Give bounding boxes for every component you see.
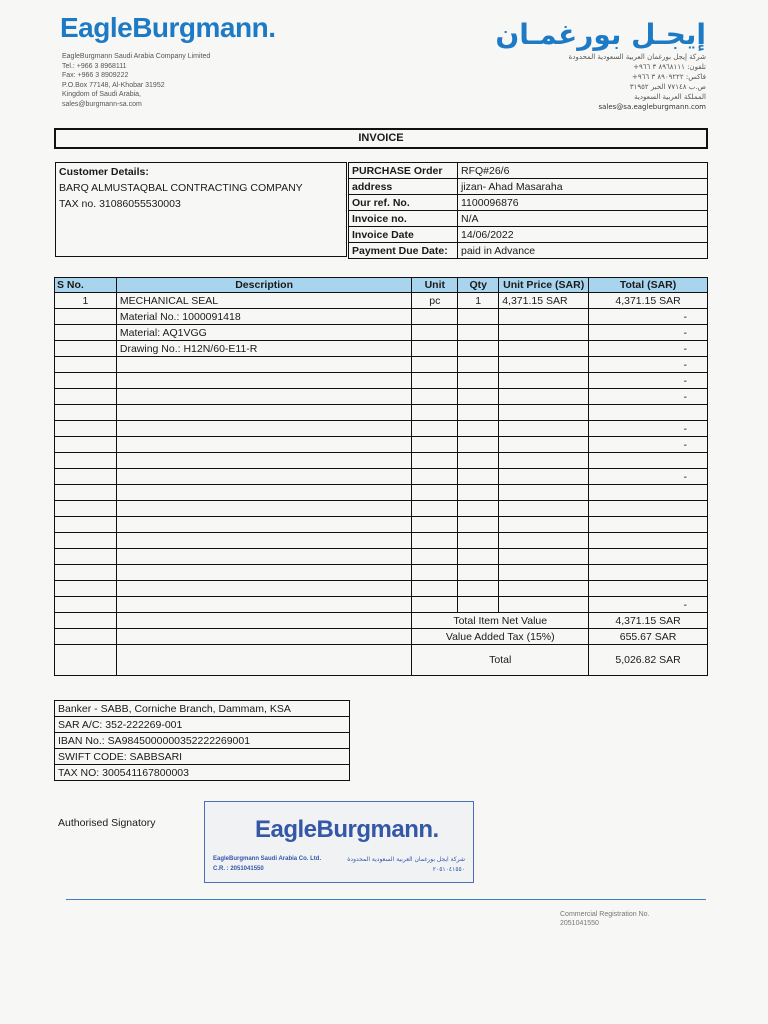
- stamp-name: EagleBurgmann.: [255, 816, 439, 843]
- item-sno: [55, 373, 117, 389]
- item-description: [116, 469, 411, 485]
- item-total: -: [589, 309, 708, 325]
- commercial-registration: [560, 910, 649, 928]
- item-qty: [458, 597, 499, 613]
- item-sno: [55, 309, 117, 325]
- item-unit-price: [499, 437, 589, 453]
- cr-label: Commercial Registration No.: [560, 911, 650, 918]
- po-label: PURCHASE Order: [349, 163, 458, 179]
- item-sno: [55, 533, 117, 549]
- bank-row: [55, 765, 350, 781]
- customer-heading: Customer Details:: [59, 166, 149, 178]
- item-sno: [55, 549, 117, 565]
- item-unit: [412, 405, 458, 421]
- arabic-legal-name: شركة إيجل بورغمان العربية السعودية المحدودة: [568, 53, 706, 61]
- customer-details: [55, 162, 347, 257]
- payment-due-value: paid in Advance: [458, 243, 708, 259]
- item-sno: [55, 453, 117, 469]
- stamp-cr-arabic: ٢٠٥١٠٤١٥٥٠: [432, 866, 465, 873]
- table-row: [55, 421, 708, 437]
- item-total: [589, 405, 708, 421]
- item-unit: [412, 485, 458, 501]
- company-stamp: [204, 801, 474, 883]
- item-unit-price: [499, 325, 589, 341]
- item-total: [589, 533, 708, 549]
- item-unit-price: [499, 581, 589, 597]
- invoice-no-label: Invoice no.: [349, 211, 458, 227]
- invoice-no-value: N/A: [458, 211, 708, 227]
- item-qty: [458, 501, 499, 517]
- item-qty: [458, 517, 499, 533]
- ref-value: 1100096876: [458, 195, 708, 211]
- authorised-signatory: Authorised Signatory: [58, 817, 156, 829]
- item-total: [589, 485, 708, 501]
- item-qty: [458, 421, 499, 437]
- col-header-description: Description: [116, 278, 411, 293]
- item-unit-price: [499, 309, 589, 325]
- arabic-pobox: ص.ب ٧٧١٤٨ الخبر ٣١٩٥٢: [629, 83, 706, 91]
- arabic-phone: تلفون: ٨٩٦٨١١١ ٣ ٩٦٦+: [633, 63, 706, 71]
- sales-email: sales@sa.eagleburgmann.com: [598, 103, 706, 111]
- company-logo: EagleBurgmann.: [60, 12, 276, 43]
- vat-row: [55, 629, 708, 645]
- table-row: [55, 293, 708, 309]
- item-qty: [458, 533, 499, 549]
- item-unit: [412, 581, 458, 597]
- table-row: [55, 437, 708, 453]
- item-description: [116, 549, 411, 565]
- item-description: [116, 485, 411, 501]
- table-row: [55, 405, 708, 421]
- item-unit-price: [499, 485, 589, 501]
- item-unit-price: [499, 341, 589, 357]
- table-row: [55, 357, 708, 373]
- item-description: [116, 437, 411, 453]
- ref-row: [349, 195, 708, 211]
- item-unit: [412, 325, 458, 341]
- bank-row: [55, 733, 350, 749]
- summary-blank: [116, 629, 411, 645]
- item-description: [116, 389, 411, 405]
- vat-label: Value Added Tax (15%): [412, 629, 589, 645]
- item-unit: [412, 309, 458, 325]
- item-total: -: [589, 325, 708, 341]
- po-value: RFQ#26/6: [458, 163, 708, 179]
- item-sno: [55, 581, 117, 597]
- item-unit: [412, 373, 458, 389]
- item-unit-price: [499, 389, 589, 405]
- table-row: [55, 325, 708, 341]
- item-sno: [55, 437, 117, 453]
- item-qty: [458, 485, 499, 501]
- item-unit: [412, 341, 458, 357]
- item-total: -: [589, 389, 708, 405]
- grand-total-value: 5,026.82 SAR: [589, 645, 708, 676]
- item-total: -: [589, 421, 708, 437]
- item-sno: [55, 357, 117, 373]
- address-value: jizan- Ahad Masaraha: [458, 179, 708, 195]
- item-total: -: [589, 373, 708, 389]
- item-total: [589, 549, 708, 565]
- invoice-title: INVOICE: [54, 128, 708, 149]
- item-qty: [458, 453, 499, 469]
- swift-code: SWIFT CODE: SABBSARI: [55, 749, 350, 765]
- item-unit-price: [499, 565, 589, 581]
- table-row: [55, 389, 708, 405]
- invoice-date-row: [349, 227, 708, 243]
- address-row: [349, 179, 708, 195]
- table-row: [55, 565, 708, 581]
- address-label: address: [349, 179, 458, 195]
- customer-tax: TAX no. 31086055530003: [59, 198, 181, 210]
- net-value-label: Total Item Net Value: [412, 613, 589, 629]
- summary-blank: [55, 629, 117, 645]
- item-sno: [55, 517, 117, 533]
- item-description: [116, 597, 411, 613]
- table-row: [55, 581, 708, 597]
- payment-due-label: Payment Due Date:: [349, 243, 458, 259]
- summary-blank: [116, 613, 411, 629]
- item-unit: [412, 357, 458, 373]
- invoice-date-label: Invoice Date: [349, 227, 458, 243]
- company-pobox: P.O.Box 77148, Al-Khobar 31952: [62, 81, 165, 89]
- bank-row: [55, 749, 350, 765]
- summary-blank: [55, 645, 117, 676]
- customer-name: BARQ ALMUSTAQBAL CONTRACTING COMPANY: [59, 182, 303, 194]
- item-unit: pc: [412, 293, 458, 309]
- item-qty: [458, 405, 499, 421]
- table-row: [55, 373, 708, 389]
- item-unit-price: [499, 549, 589, 565]
- table-row: [55, 517, 708, 533]
- item-qty: [458, 357, 499, 373]
- item-description: Material No.: 1000091418: [116, 309, 411, 325]
- item-unit-price: [499, 453, 589, 469]
- item-total: -: [589, 597, 708, 613]
- table-row: [55, 453, 708, 469]
- net-value-row: [55, 613, 708, 629]
- table-row: [55, 485, 708, 501]
- item-description: [116, 453, 411, 469]
- item-unit: [412, 565, 458, 581]
- item-unit-price: 4,371.15 SAR: [499, 293, 589, 309]
- col-header-qty: Qty: [458, 278, 499, 293]
- item-description: [116, 501, 411, 517]
- banker: Banker - SABB, Corniche Branch, Dammam, KSA: [55, 701, 350, 717]
- item-total: [589, 581, 708, 597]
- item-description: [116, 533, 411, 549]
- table-row: [55, 309, 708, 325]
- item-description: [116, 581, 411, 597]
- item-sno: [55, 485, 117, 501]
- col-header-unit-price: Unit Price (SAR): [499, 278, 589, 293]
- line-items-table: [54, 277, 708, 676]
- order-details-table: [348, 162, 708, 259]
- item-unit-price: [499, 373, 589, 389]
- item-sno: [55, 341, 117, 357]
- item-unit: [412, 421, 458, 437]
- vat-value: 655.67 SAR: [589, 629, 708, 645]
- item-total: -: [589, 341, 708, 357]
- item-qty: [458, 549, 499, 565]
- item-sno: [55, 325, 117, 341]
- item-sno: [55, 405, 117, 421]
- table-row: [55, 501, 708, 517]
- table-row: [55, 533, 708, 549]
- company-phone: Tel.: +966 3 8968111: [62, 62, 127, 70]
- item-unit-price: [499, 421, 589, 437]
- bank-row: [55, 717, 350, 733]
- item-unit: [412, 437, 458, 453]
- col-header-unit: Unit: [412, 278, 458, 293]
- item-qty: [458, 469, 499, 485]
- item-total: 4,371.15 SAR: [589, 293, 708, 309]
- company-fax: Fax: +966 3 8909222: [62, 72, 129, 79]
- item-description: [116, 565, 411, 581]
- invoice-no-row: [349, 211, 708, 227]
- item-qty: [458, 437, 499, 453]
- item-unit: [412, 549, 458, 565]
- col-header-sno: S No.: [55, 278, 117, 293]
- item-total: -: [589, 357, 708, 373]
- account-number: SAR A/C: 352-222269-001: [55, 717, 350, 733]
- arabic-country: المملكة العربية السعودية: [634, 93, 706, 101]
- item-unit-price: [499, 469, 589, 485]
- item-qty: [458, 389, 499, 405]
- item-total: [589, 565, 708, 581]
- item-description: [116, 517, 411, 533]
- item-unit: [412, 597, 458, 613]
- table-row: [55, 341, 708, 357]
- stamp-company-arabic: شركة ايجل بورغمان العربية السعودية المحدودة: [347, 856, 465, 863]
- arabic-fax: فاكس: ٨٩٠٩٢٢٢ ٣ ٩٦٦+: [631, 73, 706, 81]
- item-sno: 1: [55, 293, 117, 309]
- item-unit-price: [499, 597, 589, 613]
- table-header: [55, 278, 708, 293]
- col-header-total: Total (SAR): [589, 278, 708, 293]
- table-row: [55, 597, 708, 613]
- item-total: -: [589, 437, 708, 453]
- company-address-arabic: [569, 52, 706, 112]
- tax-number: TAX NO: 300541167800003: [55, 765, 350, 781]
- item-qty: [458, 565, 499, 581]
- item-description: [116, 357, 411, 373]
- item-qty: [458, 581, 499, 597]
- iban: IBAN No.: SA9845000000352222269001: [55, 733, 350, 749]
- item-sno: [55, 501, 117, 517]
- grand-total-row: [55, 645, 708, 676]
- footer-divider: [66, 899, 706, 900]
- item-total: [589, 453, 708, 469]
- company-legal-name: EagleBurgmann Saudi Arabia Company Limited: [62, 53, 211, 60]
- company-address-english: [62, 52, 210, 109]
- item-description: [116, 373, 411, 389]
- grand-total-label: Total: [412, 645, 589, 676]
- item-unit-price: [499, 501, 589, 517]
- item-total: [589, 517, 708, 533]
- table-row: [55, 549, 708, 565]
- item-total: -: [589, 469, 708, 485]
- item-description: Drawing No.: H12N/60-E11-R: [116, 341, 411, 357]
- item-unit: [412, 501, 458, 517]
- summary-blank: [116, 645, 411, 676]
- item-qty: [458, 373, 499, 389]
- item-sno: [55, 389, 117, 405]
- item-qty: [458, 309, 499, 325]
- company-logo-arabic: إيجـل بورغمـان: [495, 18, 706, 51]
- company-email: sales@burgmann-sa.com: [62, 100, 142, 108]
- item-total: [589, 501, 708, 517]
- item-unit-price: [499, 357, 589, 373]
- item-unit: [412, 469, 458, 485]
- bank-details-table: [54, 700, 350, 781]
- company-country: Kingdom of Saudi Arabia,: [62, 91, 141, 98]
- ref-label: Our ref. No.: [349, 195, 458, 211]
- item-unit: [412, 453, 458, 469]
- stamp-company: EagleBurgmann Saudi Arabia Co. Ltd.: [213, 856, 322, 862]
- net-value: 4,371.15 SAR: [589, 613, 708, 629]
- item-qty: 1: [458, 293, 499, 309]
- item-description: Material: AQ1VGG: [116, 325, 411, 341]
- item-sno: [55, 469, 117, 485]
- cr-value: 2051041550: [560, 920, 599, 927]
- payment-due-row: [349, 243, 708, 259]
- item-qty: [458, 325, 499, 341]
- invoice-date-value: 14/06/2022: [458, 227, 708, 243]
- item-description: MECHANICAL SEAL: [116, 293, 411, 309]
- summary-blank: [55, 613, 117, 629]
- item-unit-price: [499, 517, 589, 533]
- item-unit-price: [499, 533, 589, 549]
- item-description: [116, 421, 411, 437]
- item-description: [116, 405, 411, 421]
- bank-row: [55, 701, 350, 717]
- item-unit: [412, 389, 458, 405]
- po-row: [349, 163, 708, 179]
- item-unit: [412, 533, 458, 549]
- item-unit-price: [499, 405, 589, 421]
- stamp-cr: C.R. : 2051041550: [213, 866, 264, 872]
- item-qty: [458, 341, 499, 357]
- item-sno: [55, 421, 117, 437]
- table-row: [55, 469, 708, 485]
- item-unit: [412, 517, 458, 533]
- item-sno: [55, 565, 117, 581]
- item-sno: [55, 597, 117, 613]
